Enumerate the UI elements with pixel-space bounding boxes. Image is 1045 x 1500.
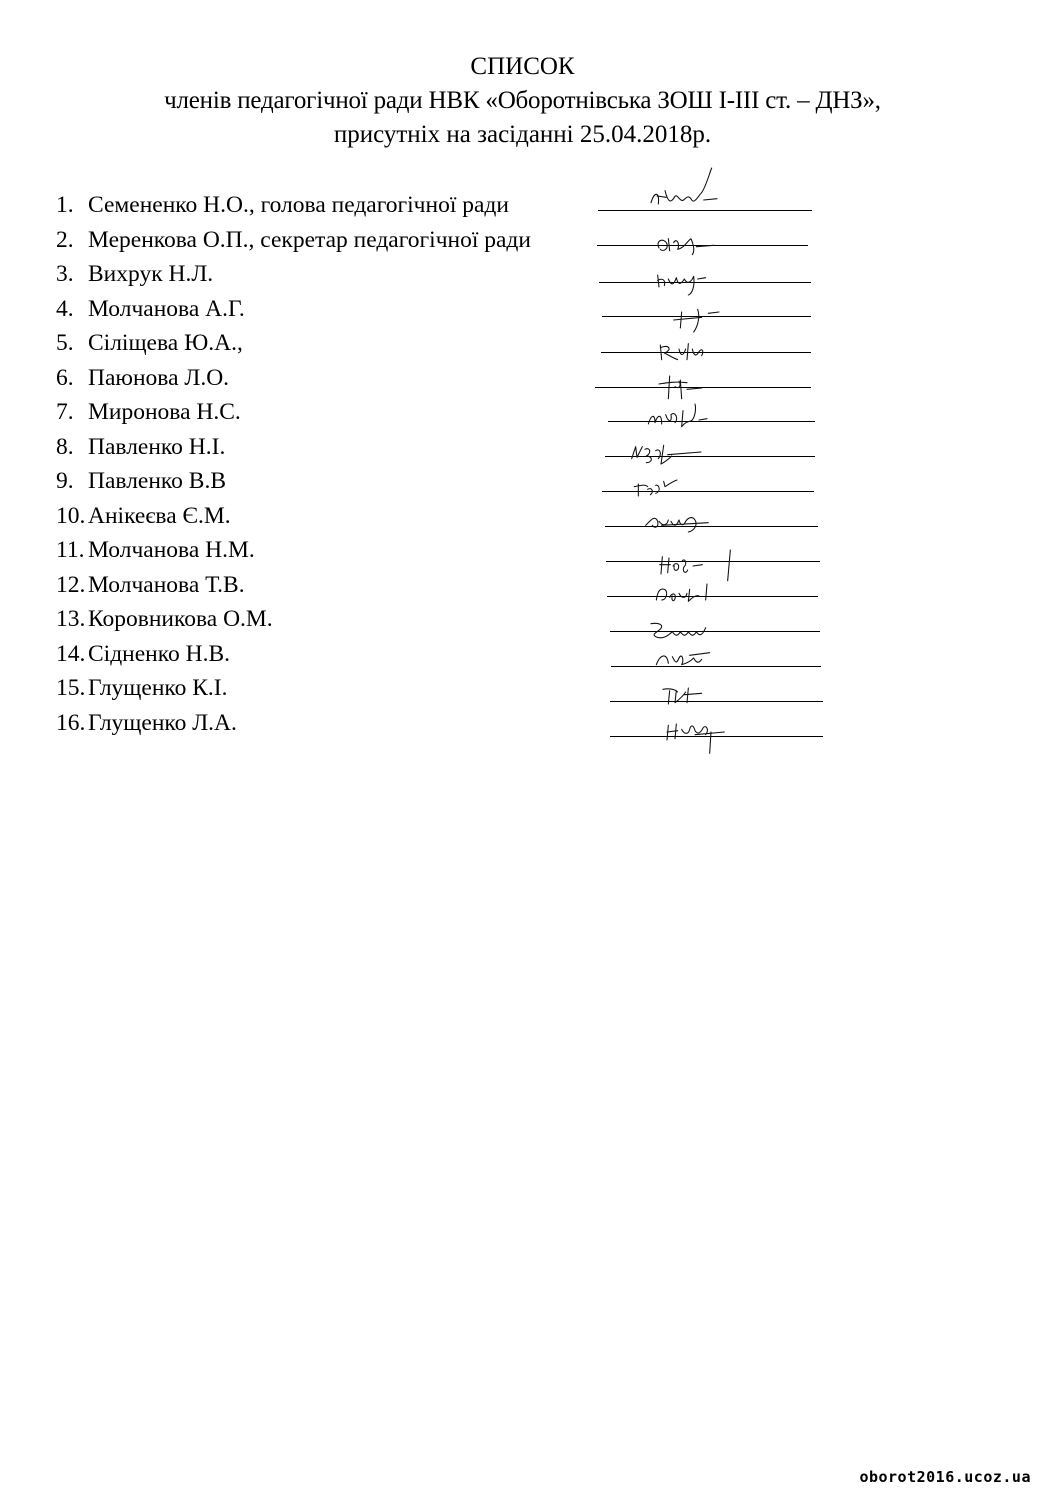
document-subtitle-line2: присутніх на засіданні 25.04.2018р. xyxy=(333,121,712,148)
list-item-name: Семененко Н.О., голова педагогічної ради xyxy=(88,192,509,218)
list-item-name: Сідненко Н.В. xyxy=(88,640,230,667)
signature-stroke xyxy=(651,168,717,204)
document-heading xyxy=(0,50,1045,152)
list-item-name: Паюнова Л.О. xyxy=(88,364,230,391)
list-item-number: 5. xyxy=(56,330,74,356)
list-item-number: 14. xyxy=(56,640,86,667)
list-item-name: Павленко В.В xyxy=(88,468,226,494)
list-item-name: Миронова Н.С. xyxy=(88,399,241,425)
list-item-number: 15. xyxy=(56,675,86,701)
list-item-name: Глущенко К.І. xyxy=(88,675,228,701)
list-item-number: 9. xyxy=(56,468,74,494)
list-item-name: Вихрук Н.Л. xyxy=(88,261,214,287)
list-item-number: 12. xyxy=(56,571,86,598)
list-item-name: Анікеєва Є.М. xyxy=(88,502,231,529)
list-item-number: 8. xyxy=(56,433,74,460)
signature-stroke xyxy=(667,724,724,753)
list-item-name: Сіліщева Ю.А., xyxy=(88,330,243,356)
list-item-name: Молчанова А.Г. xyxy=(88,295,245,322)
signature-stroke xyxy=(646,518,709,532)
list-item-number: 6. xyxy=(56,364,74,391)
list-item-number: 13. xyxy=(56,606,86,632)
list-item-number: 7. xyxy=(56,399,74,425)
list-item-number: 1. xyxy=(56,192,74,218)
signature-stroke xyxy=(656,584,707,601)
list-item-name: Меренкова О.П., секретар педагогічної ради xyxy=(88,226,531,253)
document-subtitle-line1: членів педагогічної ради НВК «Оборотнівська ЗОШ І-ІІІ ст. – ДНЗ», xyxy=(164,87,881,114)
list-item-number: 2. xyxy=(56,226,74,253)
list-item-name: Молчанова Т.В. xyxy=(88,571,245,598)
list-item-number: 3. xyxy=(56,261,74,287)
list-item-number: 4. xyxy=(56,295,74,322)
list-item-name: Молчанова Н.М. xyxy=(88,537,255,563)
list-item-name: Павленко Н.І. xyxy=(88,433,226,460)
list-item-name: Коровникова О.М. xyxy=(88,606,273,632)
site-watermark: oborot2016.ucoz.ua xyxy=(859,1468,1031,1486)
list-item-number: 11. xyxy=(56,537,85,563)
signature-stroke xyxy=(656,653,709,665)
document-title: СПИСОК xyxy=(470,53,575,80)
handwritten-signature xyxy=(640,700,770,760)
list-item-number: 10. xyxy=(56,502,86,529)
list-item-number: 16. xyxy=(56,709,86,736)
list-item-name: Глущенко Л.А. xyxy=(88,709,237,736)
